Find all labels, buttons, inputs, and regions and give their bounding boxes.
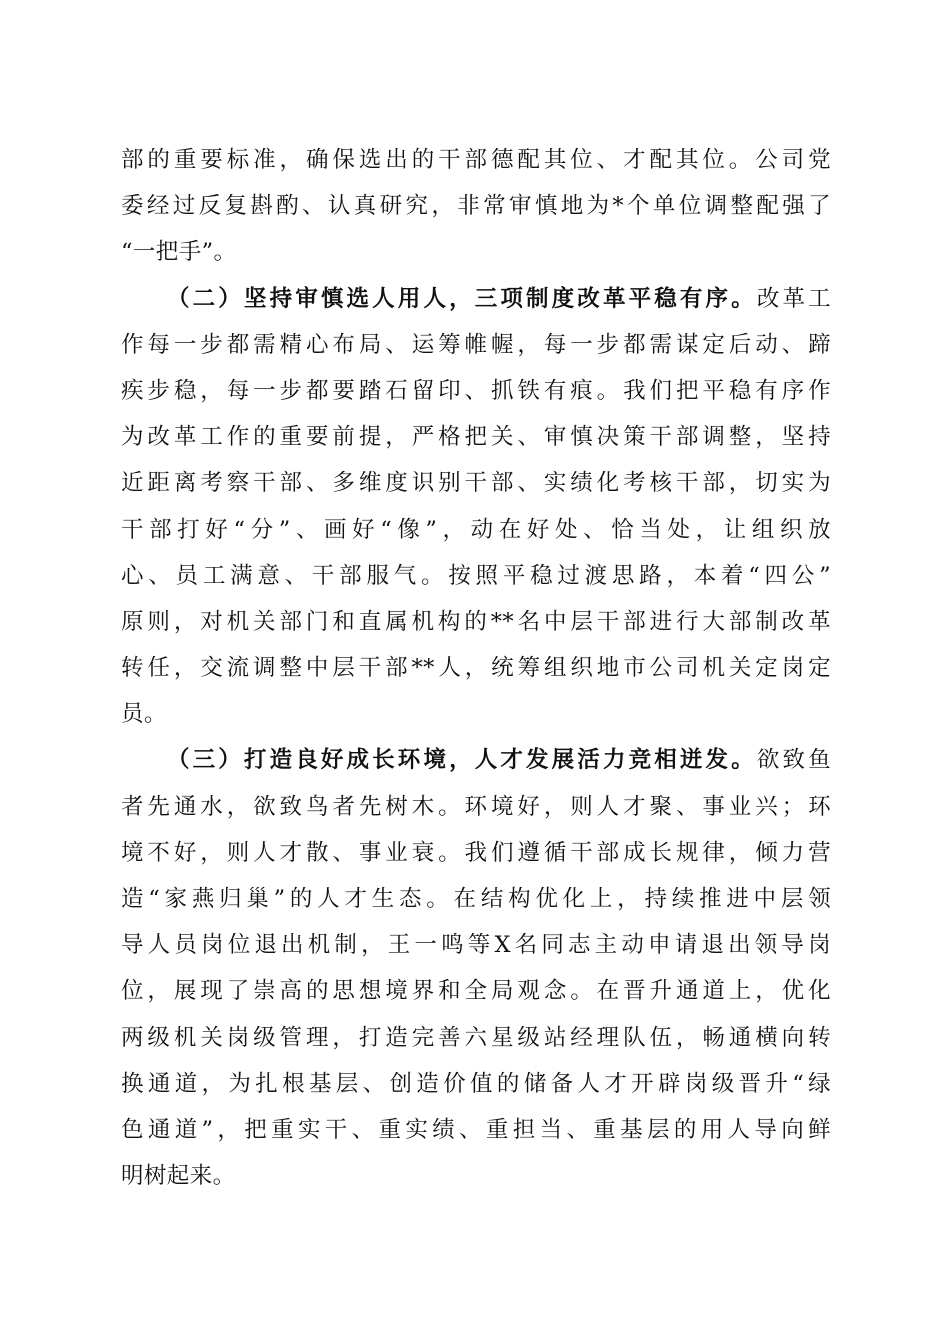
text-line: 作每一步都需精心布局、运筹帷幄，每一步都需谋定后动、蹄 bbox=[121, 331, 831, 358]
text-line: 为改革工作的重要前提，严格把关、审慎决策干部调整，坚持 bbox=[121, 424, 831, 451]
text-line: 近距离考察干部、多维度识别干部、实绩化考核干部，切实为 bbox=[121, 470, 831, 497]
text-line: 位，展现了崇高的思想境界和全局观念。在晋升通道上，优化 bbox=[121, 978, 831, 1005]
paragraph-1 bbox=[121, 137, 831, 276]
text-line: 者先通水，欲致鸟者先树木。环境好，则人才聚、事业兴；环 bbox=[121, 793, 831, 820]
section-heading: （三）打造良好成长环境，人才发展活力竞相迸发。 bbox=[167, 747, 757, 774]
text-line: 色通道”，把重实干、重实绩、重担当、重基层的用人导向鲜 bbox=[121, 1116, 831, 1143]
paragraph-2 bbox=[121, 276, 831, 738]
text-line: 心、员工满意、干部服气。按照平稳过渡思路，本着“四公” bbox=[121, 562, 831, 589]
text-line: 干部打好“分”、画好“像”，动在好处、恰当处，让组织放 bbox=[121, 516, 831, 543]
document-body bbox=[121, 137, 831, 1199]
text-line: “一把手”。 bbox=[121, 239, 237, 266]
heading-line-rest: 改革工 bbox=[756, 285, 831, 312]
text-line: 境不好，则人才散、事业衰。我们遵循干部成长规律，倾力营 bbox=[121, 839, 831, 866]
text-line: 换通道，为扎根基层、创造价值的储备人才开辟岗级晋升“绿 bbox=[121, 1070, 831, 1097]
text-line: 部的重要标准，确保选出的干部德配其位、才配其位。公司党 bbox=[121, 147, 831, 173]
text-line: 导人员岗位退出机制，王一鸣等X名同志主动申请退出领导岗 bbox=[121, 932, 831, 959]
heading-line-rest: 欲致鱼 bbox=[756, 747, 831, 774]
text-line: 两级机关岗级管理，打造完善六星级站经理队伍，畅通横向转 bbox=[121, 1024, 831, 1051]
paragraph-first-line bbox=[121, 276, 831, 322]
section-heading: （二）坚持审慎选人用人，三项制度改革平稳有序。 bbox=[167, 285, 757, 312]
text-line: 委经过反复斟酌、认真研究，非常审慎地为*个单位调整配强了 bbox=[121, 193, 831, 220]
paragraph-3 bbox=[121, 737, 831, 1199]
text-line: 疾步稳，每一步都要踏石留印、抓铁有痕。我们把平稳有序作 bbox=[121, 377, 831, 404]
text-line: 转任，交流调整中层干部**人，统筹组织地市公司机关定岗定 bbox=[121, 655, 831, 682]
text-line: 造“家燕归巢”的人才生态。在结构优化上，持续推进中层领 bbox=[121, 886, 831, 912]
text-line: 员。 bbox=[121, 701, 167, 728]
text-line: 原则，对机关部门和直属机构的**名中层干部进行大部制改革 bbox=[121, 608, 831, 635]
paragraph-first-line bbox=[121, 737, 831, 783]
text-line: 明树起来。 bbox=[121, 1163, 236, 1190]
